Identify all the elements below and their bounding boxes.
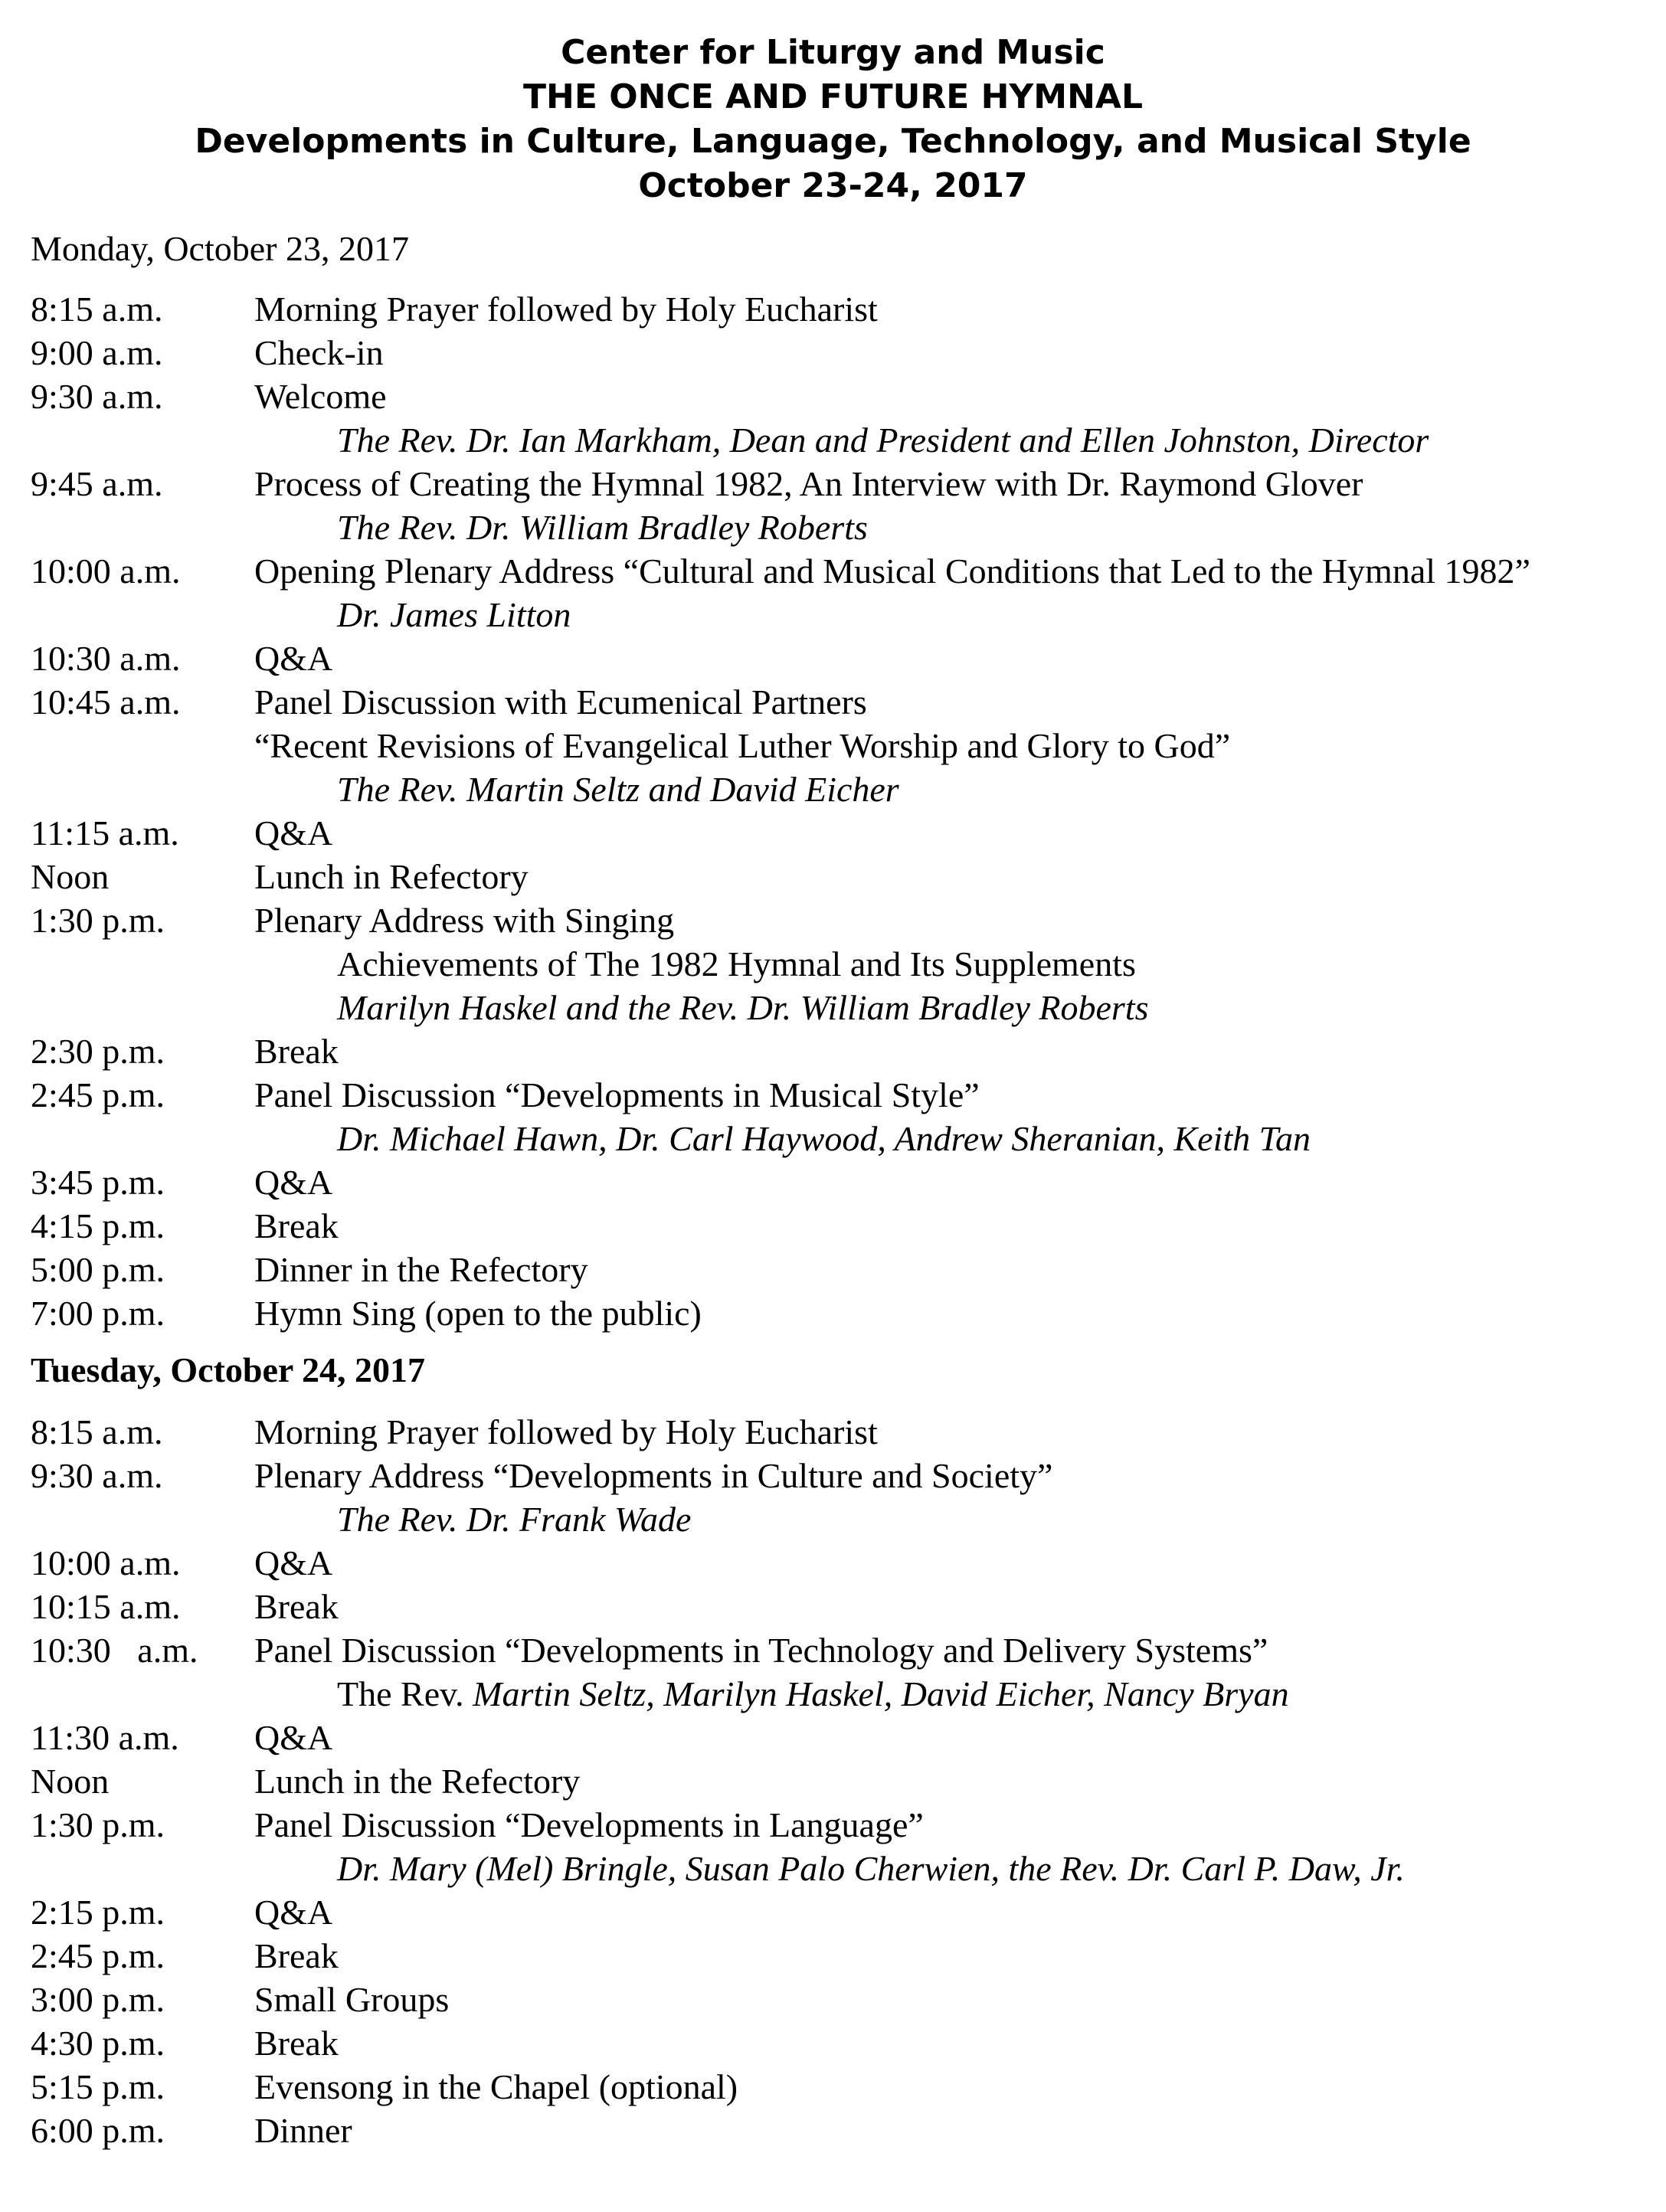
event: Plenary Address with Singing <box>254 901 675 940</box>
time: 9:30 a.m. <box>31 1456 163 1495</box>
conference-subtitle: Developments in Culture, Language, Technology, and Musical Style <box>195 122 1471 161</box>
event: Panel Discussion with Ecumenical Partners <box>254 682 867 722</box>
time: 9:45 a.m. <box>31 464 163 503</box>
tuesday-heading: Tuesday, October 24, 2017 <box>31 1350 426 1389</box>
presenters-names: Martin Seltz, Marilyn Haskel, David Eicher, Nancy Bryan <box>473 1674 1289 1713</box>
event: Q&A <box>254 1163 333 1202</box>
time: 8:15 a.m. <box>31 1412 163 1451</box>
time: 11:30 a.m. <box>31 1718 179 1757</box>
event: Q&A <box>254 1718 333 1757</box>
presenters: Dr. Michael Hawn, Dr. Carl Haywood, Andrew Sheranian, Keith Tan <box>337 1119 1311 1158</box>
conference-title: THE ONCE AND FUTURE HYMNAL <box>523 77 1143 116</box>
presenters: Dr. James Litton <box>337 595 571 634</box>
time: 10:30 a.m. <box>31 639 181 678</box>
time: 5:15 p.m. <box>31 2067 165 2106</box>
event: Morning Prayer followed by Holy Eucharist <box>254 1412 878 1451</box>
event: Dinner <box>254 2111 352 2150</box>
time: 1:30 p.m. <box>31 1805 165 1844</box>
session-topic: Achievements of The 1982 Hymnal and Its Supplements <box>337 944 1136 983</box>
event: Q&A <box>254 639 333 678</box>
event: Q&A <box>254 1543 333 1582</box>
time: 4:30 p.m. <box>31 2024 165 2063</box>
presenters <box>337 1672 1289 1716</box>
event: Break <box>254 1587 339 1626</box>
time: 9:00 a.m. <box>31 333 163 372</box>
event: Hymn Sing (open to the public) <box>254 1294 702 1333</box>
time: 10:45 a.m. <box>31 682 181 722</box>
presenters: Dr. Mary (Mel) Bringle, Susan Palo Cherwien, the Rev. Dr. Carl P. Daw, Jr. <box>337 1849 1405 1888</box>
event-subtitle: “Recent Revisions of Evangelical Luther Worship and Glory to God” <box>254 726 1231 765</box>
event: Process of Creating the Hymnal 1982, An Interview with Dr. Raymond Glover <box>254 464 1363 503</box>
event: Evensong in the Chapel (optional) <box>254 2067 738 2106</box>
time: 10:15 a.m. <box>31 1587 181 1626</box>
time: 3:00 p.m. <box>31 1980 165 2019</box>
event: Panel Discussion “Developments in Musical Style” <box>254 1075 980 1114</box>
event: Check-in <box>254 333 384 372</box>
time: 6:00 p.m. <box>31 2111 165 2150</box>
event: Small Groups <box>254 1980 450 2019</box>
event: Welcome <box>254 377 387 416</box>
event: Dinner in the Refectory <box>254 1250 588 1289</box>
time: 10:00 a.m. <box>31 1543 181 1582</box>
event: Panel Discussion “Developments in Language” <box>254 1805 924 1844</box>
presenters: The Rev. Dr. Frank Wade <box>337 1500 692 1539</box>
document-header <box>0 31 1666 208</box>
event: Lunch in Refectory <box>254 857 529 896</box>
presenters: The Rev. Martin Seltz and David Eicher <box>337 770 899 809</box>
time: 4:15 p.m. <box>31 1206 165 1245</box>
presenters-prefix: The Rev. <box>337 1674 473 1713</box>
event: Panel Discussion “Developments in Technology and Delivery Systems” <box>254 1631 1268 1670</box>
presenters: Marilyn Haskel and the Rev. Dr. William Bradley Roberts <box>337 988 1149 1027</box>
event: Q&A <box>254 813 333 852</box>
time: Noon <box>31 857 110 896</box>
presenters: The Rev. Dr. Ian Markham, Dean and President and Ellen Johnston, Director <box>337 420 1429 460</box>
event: Opening Plenary Address “Cultural and Musical Conditions that Led to the Hymnal 1982” <box>254 551 1530 591</box>
time: 11:15 a.m. <box>31 813 179 852</box>
time: 1:30 p.m. <box>31 901 165 940</box>
center-name: Center for Liturgy and Music <box>561 33 1105 72</box>
event: Lunch in the Refectory <box>254 1762 581 1801</box>
time: 2:15 p.m. <box>31 1893 165 1932</box>
monday-heading: Monday, October 23, 2017 <box>31 229 409 268</box>
presenters: The Rev. Dr. William Bradley Roberts <box>337 508 868 547</box>
time: 7:00 p.m. <box>31 1294 165 1333</box>
event: Plenary Address “Developments in Culture and Society” <box>254 1456 1053 1495</box>
time: 10:00 a.m. <box>31 551 181 591</box>
time: Noon <box>31 1762 110 1801</box>
event: Morning Prayer followed by Holy Eucharist <box>254 290 878 329</box>
time: 10:30 a.m. <box>31 1631 198 1670</box>
time: 8:15 a.m. <box>31 290 163 329</box>
time: 5:00 p.m. <box>31 1250 165 1289</box>
conference-dates: October 23-24, 2017 <box>638 166 1028 205</box>
event: Break <box>254 1206 339 1245</box>
time: 2:45 p.m. <box>31 1936 165 1975</box>
event: Break <box>254 1936 339 1975</box>
event: Break <box>254 2024 339 2063</box>
event: Break <box>254 1032 339 1071</box>
time: 3:45 p.m. <box>31 1163 165 1202</box>
time: 9:30 a.m. <box>31 377 163 416</box>
event: Q&A <box>254 1893 333 1932</box>
time: 2:30 p.m. <box>31 1032 165 1071</box>
time: 2:45 p.m. <box>31 1075 165 1114</box>
